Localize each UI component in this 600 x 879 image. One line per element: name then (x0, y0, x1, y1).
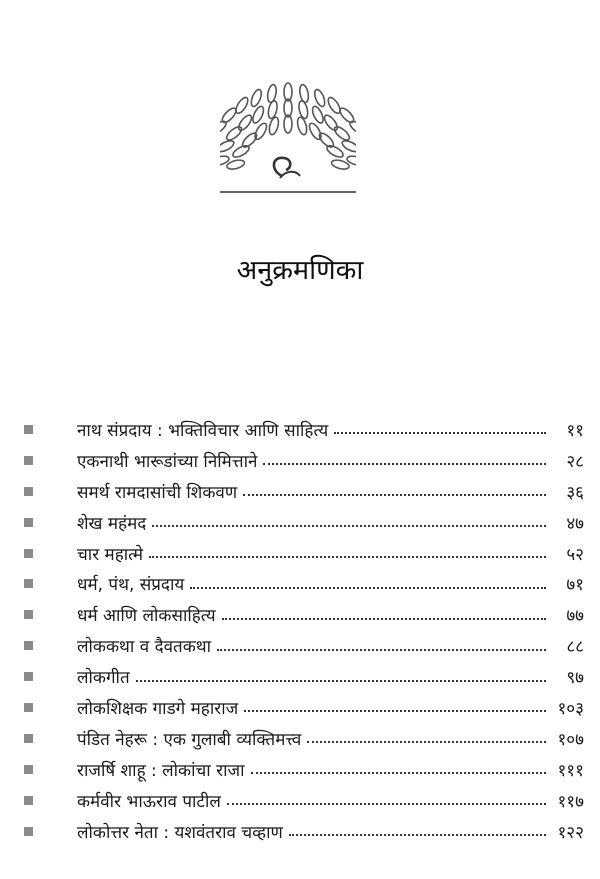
toc-entry-title: नाथ संप्रदाय : भक्तिविचार आणि साहित्य (77, 420, 329, 441)
feather-ray (268, 116, 280, 135)
dot-leader (227, 803, 546, 805)
feather-ray (249, 88, 263, 108)
toc-entry-title: धर्म, पंथ, संप्रदाय (77, 575, 185, 596)
table-of-contents (24, 414, 584, 846)
feather-ray (313, 88, 327, 108)
dot-leader (190, 587, 546, 589)
square-bullet-icon (24, 456, 33, 465)
toc-entry-page: ७७ (566, 606, 584, 627)
dot-leader (251, 772, 547, 774)
toc-entry (24, 599, 584, 630)
square-bullet-icon (24, 487, 33, 496)
toc-entry-title: लोककथा व दैवतकथा (77, 637, 212, 658)
toc-entry-page: ७१ (566, 575, 584, 596)
toc-entry-title: समर्थ रामदासांची शिकवण (77, 482, 238, 503)
feather-ray (325, 143, 345, 159)
toc-entry (24, 507, 584, 538)
toc-entry-title: चार महात्मे (77, 544, 144, 565)
dot-leader (152, 525, 546, 527)
toc-entry-title: लोकशिक्षक गाडगे महाराज (77, 698, 239, 719)
toc-entry (24, 414, 584, 445)
feather-ray (322, 113, 339, 132)
toc-entry-title: धर्म आणि लोकसाहित्य (77, 606, 216, 627)
square-bullet-icon (24, 703, 33, 712)
toc-entry-page: ४७ (566, 513, 584, 534)
feather-ray (220, 139, 235, 154)
dot-leader (289, 834, 546, 836)
feather-ray (266, 84, 277, 103)
square-bullet-icon (24, 827, 33, 836)
feather-ray (310, 105, 325, 125)
toc-entry-title: कर्मवीर भाऊराव पाटील (77, 791, 221, 812)
feather-ray (251, 105, 266, 125)
square-bullet-icon (24, 549, 33, 558)
feather-ray (267, 100, 279, 119)
toc-entry-page: १०७ (557, 729, 584, 750)
toc-entry-page: १२२ (557, 822, 584, 843)
toc-entry-page: ११७ (557, 791, 584, 812)
dot-leader (136, 680, 546, 682)
dot-leader (222, 618, 546, 620)
toc-entry-page: १११ (557, 760, 584, 781)
toc-entry (24, 568, 584, 599)
feather-ray (341, 139, 356, 154)
dot-leader (263, 463, 546, 465)
toc-entry-title: लोकगीत (77, 668, 130, 689)
toc-entry (24, 754, 584, 785)
square-bullet-icon (24, 425, 33, 434)
dot-leader (243, 494, 546, 496)
square-bullet-icon (24, 518, 33, 527)
dot-leader (149, 556, 546, 558)
toc-entry (24, 816, 584, 847)
dot-leader (217, 649, 546, 651)
square-bullet-icon (24, 734, 33, 743)
feather-ray (234, 96, 250, 115)
toc-entry (24, 538, 584, 569)
peacock-feather-emblem-icon (220, 78, 356, 196)
feather-ray (298, 84, 309, 103)
square-bullet-icon (24, 641, 33, 650)
toc-entry (24, 692, 584, 723)
feather-ray (236, 113, 253, 132)
square-bullet-icon (24, 765, 33, 774)
square-bullet-icon (24, 579, 33, 588)
toc-entry-page: ५२ (566, 544, 584, 565)
toc-entry (24, 723, 584, 754)
feather-ray (253, 122, 269, 142)
toc-entry (24, 445, 584, 476)
toc-entry-page: ८८ (566, 637, 584, 658)
toc-entry-title: पंडित नेहरू : एक गुलाबी व्यक्तिमत्त्व (77, 729, 302, 750)
toc-entry-page: ९७ (566, 668, 584, 689)
toc-entry-title: लोकोत्तर नेता : यशवंतराव चव्हाण (77, 822, 283, 843)
feather-ray (297, 100, 309, 119)
square-bullet-icon (24, 672, 33, 681)
toc-entry (24, 661, 584, 692)
toc-entry (24, 476, 584, 507)
page-title: अनुक्रमणिका (236, 255, 364, 286)
dot-leader (244, 710, 546, 712)
toc-entry-page: ११ (566, 420, 584, 441)
toc-entry (24, 785, 584, 816)
square-bullet-icon (24, 796, 33, 805)
toc-entry-title: राजर्षि शाहू : लोकांचा राजा (77, 760, 245, 781)
square-bullet-icon (24, 610, 33, 619)
feather-ray (225, 125, 244, 143)
feather-ray (332, 125, 351, 143)
toc-entry-page: २८ (566, 451, 584, 472)
toc-entry-title: एकनाथी भारूडांच्या निमित्ताने (77, 451, 258, 472)
toc-entry (24, 630, 584, 661)
toc-entry-page: ३६ (566, 482, 584, 503)
toc-entry-title: शेख महंमद (77, 513, 147, 534)
dot-leader (307, 741, 546, 743)
toc-entry-page: १०३ (557, 698, 584, 719)
dot-leader (334, 432, 546, 434)
feather-ray (296, 116, 308, 135)
